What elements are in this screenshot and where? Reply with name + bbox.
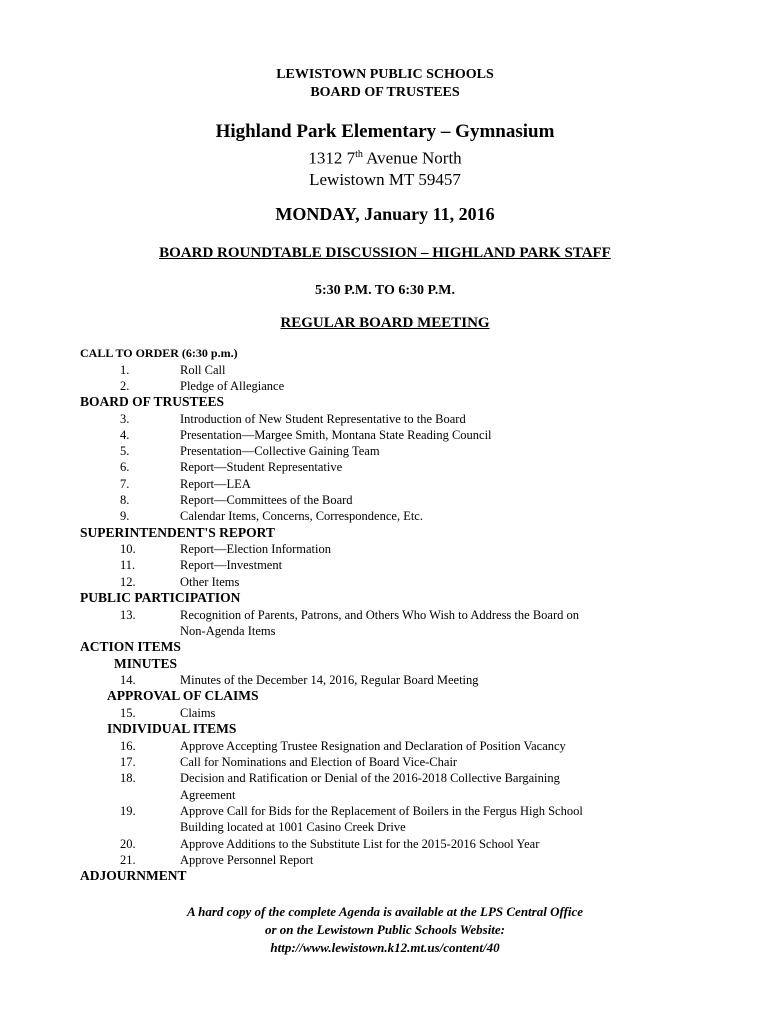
agenda-item: [80, 492, 705, 508]
item-number: 18.: [120, 771, 136, 786]
agenda-item: [80, 705, 705, 721]
item-number: 13.: [120, 607, 136, 622]
item-text: Report—Student Representative: [180, 460, 343, 475]
item-text: Report—Election Information: [180, 542, 332, 557]
item-text: Introduction of New Student Representative to the Board: [180, 411, 466, 426]
item-text: Roll Call: [180, 362, 226, 377]
item-text-line-1: Approve Call for Bids for the Replacement of Boilers in the Fergus High School: [180, 803, 583, 818]
agenda-item: [80, 476, 705, 492]
section-superintendent-report: SUPERINTENDENT'S REPORT: [80, 524, 275, 540]
agenda-item: [80, 541, 705, 557]
agenda-item: [80, 427, 705, 443]
footer-line-2: or on the Lewistown Public Schools Website:: [264, 922, 506, 937]
item-text: Call for Nominations and Election of Board Vice-Chair: [180, 755, 458, 770]
item-number: 19.: [120, 803, 136, 818]
agenda-item: [80, 443, 705, 459]
item-number: 4.: [120, 427, 130, 442]
item-text: Calendar Items, Concerns, Correspondence, Etc.: [180, 509, 423, 524]
item-text-line-2: Agreement: [180, 787, 236, 802]
org-line-1: LEWISTOWN PUBLIC SCHOOLS: [276, 67, 494, 82]
item-number: 20.: [120, 836, 136, 851]
section-public-participation: PUBLIC PARTICIPATION: [80, 590, 241, 606]
item-text: Other Items: [180, 574, 240, 589]
item-text: Report—Investment: [180, 558, 283, 573]
item-text: Presentation—Collective Gaining Team: [180, 444, 380, 459]
agenda-item: [80, 738, 705, 754]
roundtable-title: BOARD ROUNDTABLE DISCUSSION – HIGHLAND PARK STAFF: [159, 245, 611, 261]
meeting-date: MONDAY, January 11, 2016: [275, 204, 495, 224]
item-text: Approve Accepting Trustee Resignation and Declaration of Position Vacancy: [180, 738, 566, 753]
address-sup: th: [355, 149, 363, 160]
agenda-item: [80, 852, 705, 868]
item-number: 10.: [120, 542, 136, 557]
agenda-item: [80, 574, 705, 590]
agenda-item: [80, 378, 705, 394]
item-text: Report—LEA: [180, 476, 251, 491]
agenda-item: [80, 557, 705, 573]
agenda-item: [80, 459, 705, 475]
agenda-item: [80, 508, 705, 524]
agenda-item: [80, 672, 705, 688]
agenda: [80, 345, 705, 885]
item-text: Pledge of Allegiance: [180, 378, 285, 393]
agenda-item: [80, 770, 705, 803]
org-line-2: BOARD OF TRUSTEES: [310, 85, 460, 100]
item-number: 17.: [120, 755, 136, 770]
footer-note: [0, 903, 770, 957]
item-number: 9.: [120, 509, 130, 524]
item-number: 6.: [120, 460, 130, 475]
section-call-to-order: CALL TO ORDER (6:30 p.m.): [80, 346, 238, 360]
agenda-item: [80, 607, 705, 640]
item-text-line-1: Decision and Ratification or Denial of the 2016-2018 Collective Bargaining: [180, 771, 560, 786]
item-text: Presentation—Margee Smith, Montana State Reading Council: [180, 427, 492, 442]
org-name: [0, 66, 770, 102]
section-board-of-trustees: BOARD OF TRUSTEES: [80, 394, 225, 410]
item-number: 7.: [120, 476, 130, 491]
section-adjournment: ADJOURNMENT: [80, 868, 187, 884]
item-number: 11.: [120, 558, 136, 573]
address-number: 1312 7: [308, 148, 356, 168]
agenda-item: [80, 836, 705, 852]
footer-website-link[interactable]: http://www.lewistown.k12.mt.us/content/40: [270, 940, 500, 955]
item-number: 8.: [120, 493, 130, 508]
item-number: 21.: [120, 852, 136, 867]
address-city: Lewistown MT 59457: [309, 169, 461, 189]
meeting-title: REGULAR BOARD MEETING: [280, 315, 490, 331]
item-number: 5.: [120, 444, 130, 459]
item-number: 2.: [120, 378, 130, 393]
item-text-line-2: Non-Agenda Items: [180, 623, 276, 638]
item-text: Report—Committees of the Board: [180, 493, 353, 508]
address-street: Avenue North: [362, 148, 462, 168]
venue-title: Highland Park Elementary – Gymnasium: [215, 121, 555, 142]
section-action-items: ACTION ITEMS: [80, 639, 181, 655]
item-text: Claims: [180, 705, 216, 720]
item-text-line-1: Recognition of Parents, Patrons, and Others Who Wish to Address the Board on: [180, 607, 579, 622]
item-number: 16.: [120, 738, 136, 753]
subsection-approval-of-claims: APPROVAL OF CLAIMS: [107, 688, 259, 704]
subsection-minutes: MINUTES: [114, 655, 178, 671]
agenda-item: [80, 411, 705, 427]
item-number: 12.: [120, 574, 136, 589]
agenda-item: [80, 754, 705, 770]
item-number: 14.: [120, 673, 136, 688]
item-number: 1.: [120, 362, 130, 377]
subsection-individual-items: INDIVIDUAL ITEMS: [107, 721, 237, 737]
item-text: Minutes of the December 14, 2016, Regular Board Meeting: [180, 673, 479, 688]
item-text: Approve Personnel Report: [180, 852, 314, 867]
agenda-item: [80, 803, 705, 836]
agenda-item: [80, 362, 705, 378]
item-number: 15.: [120, 705, 136, 720]
roundtable-time: 5:30 P.M. TO 6:30 P.M.: [314, 283, 455, 298]
item-text-line-2: Building located at 1001 Casino Creek Drive: [180, 820, 406, 835]
footer-line-1: A hard copy of the complete Agenda is available at the LPS Central Office: [186, 904, 584, 919]
address: [0, 144, 770, 190]
item-text: Approve Additions to the Substitute List for the 2015-2016 School Year: [180, 836, 540, 851]
item-number: 3.: [120, 411, 130, 426]
